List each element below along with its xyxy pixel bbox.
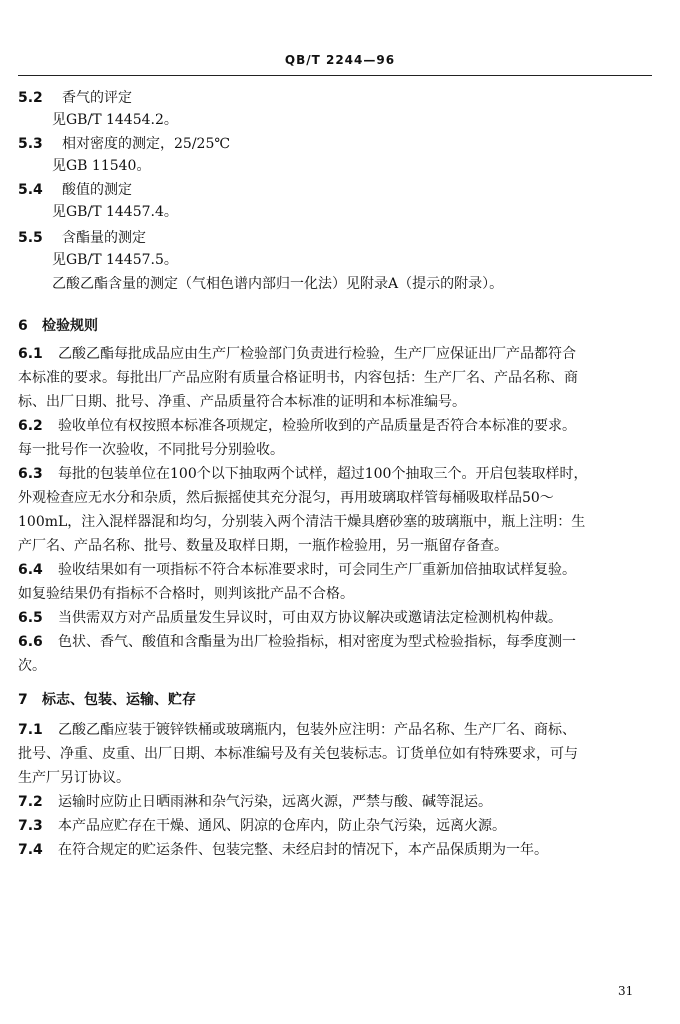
section-number: 5.2 <box>18 90 43 106</box>
chapter-title: 标志、包装、运输、贮存 <box>42 692 196 708</box>
paragraph-text: 在符合规定的贮运条件、包装完整、未经启封的情况下，本产品保质期为一年。 <box>58 842 548 858</box>
paragraph-text: 运输时应防止日晒雨淋和杂气污染，远离火源，严禁与酸、碱等混运。 <box>58 794 492 810</box>
section-number: 7.4 <box>18 842 43 858</box>
section-6-2-line: 每一批号作一次验收，不同批号分别验收。 <box>18 442 284 458</box>
section-number: 7.3 <box>18 818 43 834</box>
section-7-3-line <box>18 816 506 836</box>
paragraph-text: 乙酸乙酯每批成品应由生产厂检验部门负责进行检验，生产厂应保证出厂产品都符合 <box>58 346 576 362</box>
chapter-number: 6 <box>18 318 28 334</box>
section-number: 5.4 <box>18 182 43 198</box>
paragraph-text: 当供需双方对产品质量发生异议时，可由双方协议解决或邀请法定检测机构仲裁。 <box>58 610 562 626</box>
section-5-3-heading <box>18 134 230 154</box>
chapter-number: 7 <box>18 692 28 708</box>
section-6-6-line <box>18 632 576 652</box>
section-title: 相对密度的测定，25/25℃ <box>62 136 231 152</box>
section-number: 6.1 <box>18 346 43 362</box>
section-6-1-line: 本标准的要求。每批出厂产品应附有质量合格证明书，内容包括：生产厂名、产品名称、商 <box>18 370 578 386</box>
chapter-title: 检验规则 <box>42 318 98 334</box>
header-code: QB/T 2244—96 <box>284 53 396 67</box>
section-5-5-heading <box>18 228 146 248</box>
section-5-4-heading <box>18 180 132 200</box>
section-number: 6.2 <box>18 418 43 434</box>
paragraph-text: 乙酸乙酯应装于镀锌铁桶或玻璃瓶内，包装外应注明：产品名称、生产厂名、商标、 <box>58 722 576 738</box>
section-title: 酸值的测定 <box>62 182 132 198</box>
section-5-5-note: 乙酸乙酯含量的测定（气相色谱内部归一化法）见附录A（提示的附录）。 <box>52 276 504 292</box>
section-7-4-line <box>18 840 548 860</box>
chapter-7-heading <box>18 690 196 710</box>
section-title: 含酯量的测定 <box>62 230 146 246</box>
section-6-1-line <box>18 344 576 364</box>
section-6-3-line: 外观检查应无水分和杂质，然后振摇使其充分混匀，再用玻璃取样管每桶吸取样品50～ <box>18 490 554 506</box>
paragraph-text: 验收单位有权按照本标准各项规定，检验所收到的产品质量是否符合本标准的要求。 <box>58 418 576 434</box>
section-5-4-ref: 见GB/T 14457.4。 <box>52 204 178 220</box>
section-6-4-line: 如复验结果仍有指标不合格时，则判该批产品不合格。 <box>18 586 354 602</box>
page-number: 31 <box>618 984 634 998</box>
header-rule <box>18 75 652 76</box>
section-number: 5.5 <box>18 230 43 246</box>
section-6-3-line <box>18 464 587 484</box>
section-6-4-line <box>18 560 576 580</box>
section-5-5-ref: 见GB/T 14457.5。 <box>52 252 178 268</box>
section-title: 香气的评定 <box>62 90 132 106</box>
chapter-6-heading <box>18 316 98 336</box>
section-number: 6.3 <box>18 466 43 482</box>
section-number: 6.6 <box>18 634 43 650</box>
section-5-2-heading <box>18 88 132 108</box>
section-6-5-line <box>18 608 562 628</box>
section-number: 7.2 <box>18 794 43 810</box>
section-number: 6.5 <box>18 610 43 626</box>
paragraph-text: 色状、香气、酸值和含酯量为出厂检验指标，相对密度为型式检验指标，每季度测一 <box>58 634 576 650</box>
section-6-6-line: 次。 <box>18 658 46 674</box>
section-5-3-ref: 见GB 11540。 <box>52 158 151 174</box>
section-6-1-line: 标、出厂日期、批号、净重、产品质量符合本标准的证明和本标准编号。 <box>18 394 466 410</box>
paragraph-text: 验收结果如有一项指标不符合本标准要求时，可会同生产厂重新加倍抽取试样复验。 <box>58 562 576 578</box>
paragraph-text: 每批的包装单位在100个以下抽取两个试样，超过100个抽取三个。开启包装取样时， <box>58 466 588 482</box>
section-5-2-ref: 见GB/T 14454.2。 <box>52 112 178 128</box>
section-6-3-line: 100mL，注入混样器混和均匀，分别装入两个清洁干燥具磨砂塞的玻璃瓶中，瓶上注明：生 <box>18 514 586 530</box>
section-number: 6.4 <box>18 562 43 578</box>
section-7-1-line <box>18 720 576 740</box>
section-6-2-line <box>18 416 576 436</box>
section-7-1-line: 生产厂另订协议。 <box>18 770 130 786</box>
section-6-3-line: 产厂名、产品名称、批号、数量及取样日期，一瓶作检验用，另一瓶留存备查。 <box>18 538 508 554</box>
section-7-2-line <box>18 792 492 812</box>
paragraph-text: 本产品应贮存在干燥、通风、阴凉的仓库内，防止杂气污染，远离火源。 <box>58 818 506 834</box>
section-number: 7.1 <box>18 722 43 738</box>
section-7-1-line: 批号、净重、皮重、出厂日期、本标准编号及有关包装标志。订货单位如有特殊要求，可与 <box>18 746 578 762</box>
section-number: 5.3 <box>18 136 43 152</box>
